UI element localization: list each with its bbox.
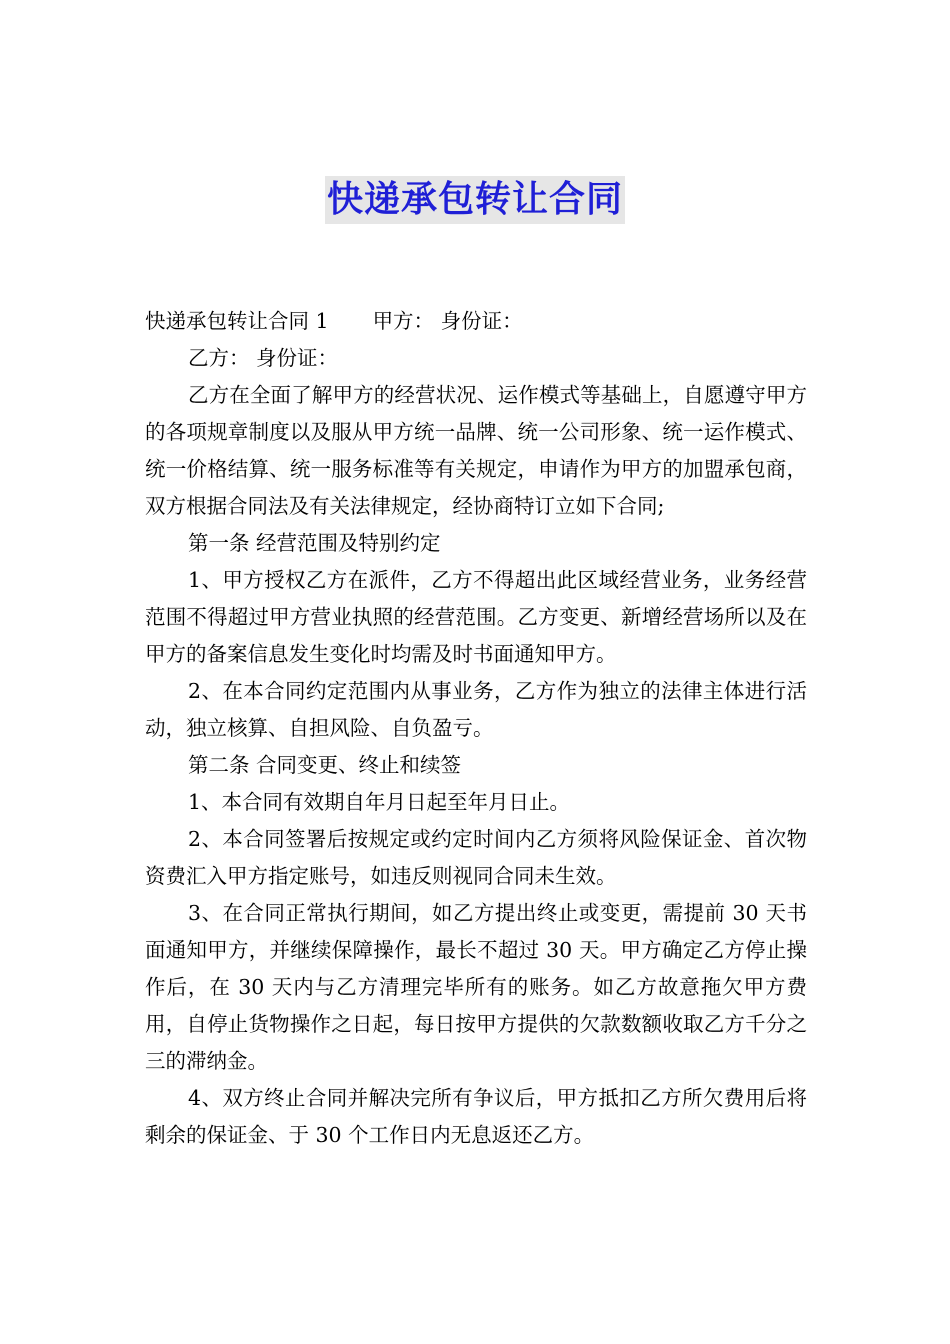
preamble-paragraph: 乙方在全面了解甲方的经营状况、运作模式等基础上，自愿遵守甲方的各项规章制度以及服从甲方统一品牌、统一公司形象、统一运作模式、统一价格结算、统一服务标准等有关规定，申请作为甲方的加盟承包商，双方根据合同法及有关法律规定，经协商特订立如下合同;: [145, 383, 807, 518]
article-2-clause-2: 2、本合同签署后按规定或约定时间内乙方须将风险保证金、首次物资费汇入甲方指定账号，如违反则视同合同未生效。: [145, 827, 807, 888]
article-1-clause-2: 2、在本合同约定范围内从事业务，乙方作为独立的法律主体进行活动，独立核算、自担风险、自负盈亏。: [145, 679, 807, 740]
article-2-clause-1: 1、本合同有效期自年月日起至年月日止。: [188, 790, 571, 814]
contract-heading: 快递承包转让合同 1: [145, 309, 329, 333]
party-b-line: 乙方： 身份证：: [188, 346, 339, 370]
article-2-clause-3: 3、在合同正常执行期间，如乙方提出终止或变更，需提前 30 天书面通知甲方，并继续保障操作，最长不超过 30 天。甲方确定乙方停止操作后，在 30 天内与乙方清理完毕所有的账务。如乙方故意拖欠甲方费用，自停止货物操作之日起，每日按甲方提供的欠款数额收取乙方千分之三的滞纳金。: [145, 901, 807, 1073]
first-line: [145, 303, 807, 340]
document-body: [145, 303, 807, 1154]
party-a-label: 甲方： 身份证：: [372, 309, 523, 333]
title-wrap: [0, 176, 950, 224]
article-2-clause-4: 4、双方终止合同并解决完所有争议后，甲方抵扣乙方所欠费用后将剩余的保证金、于 30 个工作日内无息返还乙方。: [145, 1086, 807, 1147]
article-2-heading: 第二条 合同变更、终止和续签: [188, 753, 462, 777]
article-1-heading: 第一条 经营范围及特别约定: [188, 531, 441, 555]
document-title: 快递承包转让合同: [325, 176, 625, 224]
article-1-clause-1: 1、甲方授权乙方在派件，乙方不得超出此区域经营业务，业务经营范围不得超过甲方营业执照的经营范围。乙方变更、新增经营场所以及在甲方的备案信息发生变化时均需及时书面通知甲方。: [145, 568, 807, 666]
